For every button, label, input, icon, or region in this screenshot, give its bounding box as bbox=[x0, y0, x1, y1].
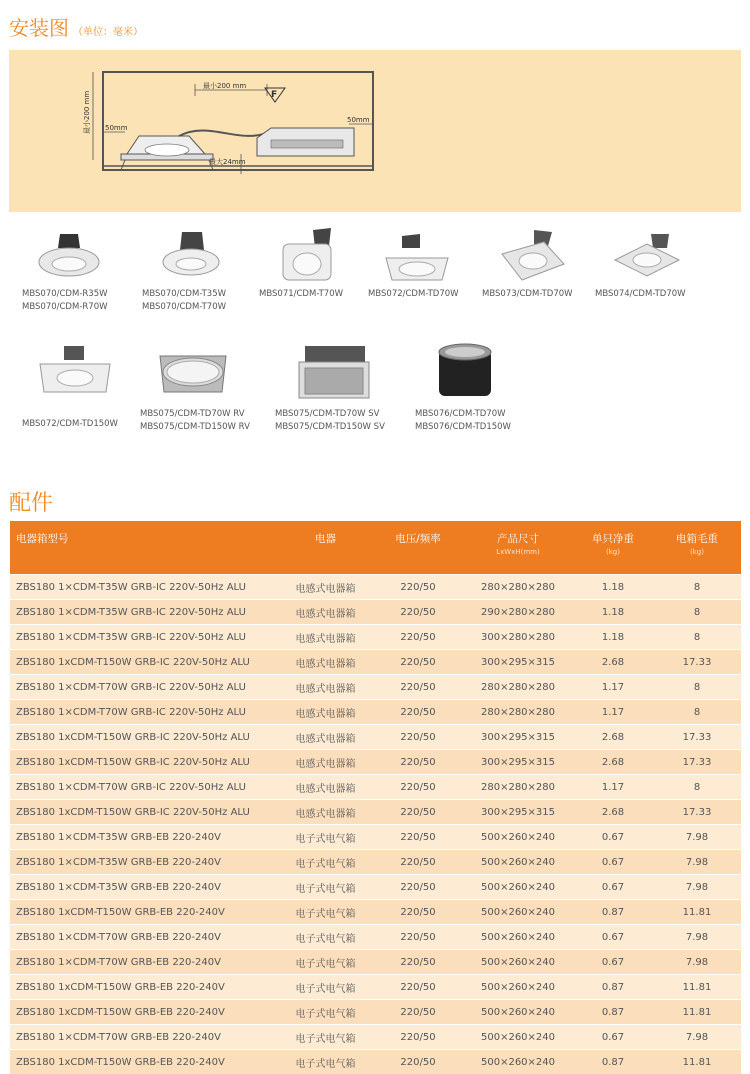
cell-gross-weight: 11.81 bbox=[653, 1000, 741, 1025]
product-caption-1: MBS072/CDM-TD70W bbox=[368, 288, 459, 301]
cell-voltage: 220/50 bbox=[373, 925, 463, 950]
cell-net-weight: 2.68 bbox=[573, 725, 653, 750]
product-image bbox=[30, 224, 108, 288]
cell-voltage: 220/50 bbox=[373, 650, 463, 675]
col-header-size bbox=[463, 521, 573, 575]
cell-gear: 电感式电器箱 bbox=[278, 650, 373, 675]
cell-gear: 电感式电器箱 bbox=[278, 575, 373, 600]
cell-size: 290×280×280 bbox=[463, 600, 573, 625]
col-header-net-unit: (kg) bbox=[574, 548, 652, 556]
cell-model: ZBS180 1×CDM-T35W GRB-IC 220V-50Hz ALU bbox=[10, 575, 278, 600]
downlight-icon bbox=[607, 224, 685, 288]
cell-gross-weight: 17.33 bbox=[653, 650, 741, 675]
product-gallery bbox=[0, 222, 750, 442]
dim-right-50mm: 50mm bbox=[347, 116, 370, 124]
cell-net-weight: 1.17 bbox=[573, 700, 653, 725]
product-caption-2: MBS070/CDM-T70W bbox=[142, 301, 230, 314]
product-item bbox=[368, 224, 459, 301]
installation-diagram bbox=[9, 50, 741, 212]
cell-net-weight: 1.18 bbox=[573, 625, 653, 650]
col-header-gear: 电器 bbox=[278, 521, 373, 575]
cell-model: ZBS180 1xCDM-T150W GRB-IC 220V-50Hz ALU bbox=[10, 800, 278, 825]
downlight-icon bbox=[427, 342, 505, 404]
cell-model: ZBS180 1×CDM-T35W GRB-IC 220V-50Hz ALU bbox=[10, 625, 278, 650]
cell-net-weight: 2.68 bbox=[573, 650, 653, 675]
product-caption-1: MBS071/CDM-T70W bbox=[259, 288, 347, 301]
cell-net-weight: 0.67 bbox=[573, 875, 653, 900]
cell-gross-weight: 8 bbox=[653, 775, 741, 800]
table-body bbox=[10, 575, 741, 1074]
cell-voltage: 220/50 bbox=[373, 600, 463, 625]
cell-gross-weight: 7.98 bbox=[653, 825, 741, 850]
cell-gross-weight: 17.33 bbox=[653, 725, 741, 750]
product-item bbox=[415, 342, 511, 434]
cell-gross-weight: 8 bbox=[653, 575, 741, 600]
cell-voltage: 220/50 bbox=[373, 900, 463, 925]
cell-gross-weight: 11.81 bbox=[653, 975, 741, 1000]
cell-gear: 电子式电气箱 bbox=[278, 925, 373, 950]
cell-model: ZBS180 1×CDM-T35W GRB-EB 220-240V bbox=[10, 825, 278, 850]
col-header-gross-label: 电箱毛重 bbox=[676, 533, 718, 545]
cell-gear: 电感式电器箱 bbox=[278, 700, 373, 725]
downlight-icon bbox=[295, 342, 373, 404]
table-row bbox=[10, 1025, 741, 1050]
cell-voltage: 220/50 bbox=[373, 825, 463, 850]
cell-size: 300×280×280 bbox=[463, 625, 573, 650]
table-row bbox=[10, 875, 741, 900]
cell-gear: 电感式电器箱 bbox=[278, 625, 373, 650]
dim-min200-horizontal: 最小200 mm bbox=[203, 81, 246, 90]
cell-voltage: 220/50 bbox=[373, 800, 463, 825]
product-image bbox=[607, 224, 685, 288]
cell-voltage: 220/50 bbox=[373, 950, 463, 975]
cell-model: ZBS180 1xCDM-T150W GRB-EB 220-240V bbox=[10, 1050, 278, 1074]
cell-gross-weight: 11.81 bbox=[653, 1050, 741, 1074]
table-row bbox=[10, 600, 741, 625]
gear-box bbox=[257, 128, 354, 156]
product-caption-2: MBS076/CDM-TD150W bbox=[415, 421, 511, 434]
product-caption-2: MBS075/CDM-TD150W SV bbox=[275, 421, 385, 434]
cell-voltage: 220/50 bbox=[373, 625, 463, 650]
col-header-size-label: 产品尺寸 bbox=[497, 533, 539, 545]
cell-net-weight: 1.18 bbox=[573, 600, 653, 625]
product-caption-2: MBS070/CDM-R70W bbox=[22, 301, 108, 314]
col-header-size-unit: LxWxH(mm) bbox=[464, 548, 572, 556]
accessories-table bbox=[10, 521, 741, 1074]
product-caption-1: MBS075/CDM-TD70W SV bbox=[275, 408, 385, 421]
product-image bbox=[154, 342, 232, 404]
product-item bbox=[142, 224, 230, 314]
cell-size: 500×260×240 bbox=[463, 875, 573, 900]
product-item bbox=[275, 342, 385, 434]
table-header-row bbox=[10, 521, 741, 575]
cell-size: 300×295×315 bbox=[463, 650, 573, 675]
cell-size: 300×295×315 bbox=[463, 725, 573, 750]
cell-gross-weight: 8 bbox=[653, 600, 741, 625]
cell-net-weight: 0.67 bbox=[573, 1025, 653, 1050]
dim-left-50mm: 50mm bbox=[105, 124, 128, 132]
cell-model: ZBS180 1xCDM-T150W GRB-IC 220V-50Hz ALU bbox=[10, 750, 278, 775]
product-image bbox=[269, 224, 347, 288]
table-row bbox=[10, 925, 741, 950]
cell-voltage: 220/50 bbox=[373, 875, 463, 900]
cell-gear: 电子式电气箱 bbox=[278, 900, 373, 925]
cell-model: ZBS180 1×CDM-T70W GRB-EB 220-240V bbox=[10, 925, 278, 950]
cell-gross-weight: 7.98 bbox=[653, 850, 741, 875]
table-row bbox=[10, 975, 741, 1000]
cell-gear: 电子式电气箱 bbox=[278, 875, 373, 900]
product-image bbox=[152, 224, 230, 288]
cell-net-weight: 0.87 bbox=[573, 900, 653, 925]
cell-net-weight: 1.17 bbox=[573, 775, 653, 800]
cell-gear: 电子式电气箱 bbox=[278, 1050, 373, 1074]
cell-model: ZBS180 1xCDM-T150W GRB-EB 220-240V bbox=[10, 1000, 278, 1025]
cell-gross-weight: 7.98 bbox=[653, 1025, 741, 1050]
product-caption-2: MBS075/CDM-TD150W RV bbox=[140, 421, 250, 434]
install-section-title bbox=[9, 12, 143, 41]
cell-size: 500×260×240 bbox=[463, 850, 573, 875]
cell-gear: 电子式电气箱 bbox=[278, 1000, 373, 1025]
product-caption-1: MBS072/CDM-TD150W bbox=[22, 418, 118, 431]
cell-size: 500×260×240 bbox=[463, 1025, 573, 1050]
cell-size: 280×280×280 bbox=[463, 700, 573, 725]
f-mark-icon bbox=[265, 88, 285, 102]
downlight-icon bbox=[269, 224, 347, 288]
cell-model: ZBS180 1xCDM-T150W GRB-EB 220-240V bbox=[10, 975, 278, 1000]
col-header-voltage: 电压/频率 bbox=[373, 521, 463, 575]
cell-gear: 电子式电气箱 bbox=[278, 950, 373, 975]
cell-size: 280×280×280 bbox=[463, 575, 573, 600]
cell-voltage: 220/50 bbox=[373, 725, 463, 750]
cell-gear: 电子式电气箱 bbox=[278, 850, 373, 875]
product-item bbox=[482, 224, 573, 301]
cell-voltage: 220/50 bbox=[373, 1050, 463, 1074]
cell-gross-weight: 17.33 bbox=[653, 750, 741, 775]
cell-voltage: 220/50 bbox=[373, 575, 463, 600]
product-item bbox=[22, 342, 118, 431]
cell-gross-weight: 8 bbox=[653, 675, 741, 700]
cell-net-weight: 0.87 bbox=[573, 975, 653, 1000]
cell-gross-weight: 11.81 bbox=[653, 900, 741, 925]
product-caption-1: MBS075/CDM-TD70W RV bbox=[140, 408, 250, 421]
col-header-gross-unit: (kg) bbox=[654, 548, 740, 556]
product-image bbox=[494, 224, 572, 288]
cell-model: ZBS180 1×CDM-T70W GRB-IC 220V-50Hz ALU bbox=[10, 700, 278, 725]
dim-min200-vertical: 最小200 mm bbox=[82, 91, 91, 134]
product-caption-1: MBS073/CDM-TD70W bbox=[482, 288, 573, 301]
cell-size: 500×260×240 bbox=[463, 900, 573, 925]
downlight-fixture-left bbox=[121, 136, 213, 170]
cell-gross-weight: 8 bbox=[653, 625, 741, 650]
cell-model: ZBS180 1xCDM-T150W GRB-EB 220-240V bbox=[10, 900, 278, 925]
cell-gross-weight: 17.33 bbox=[653, 800, 741, 825]
product-image bbox=[295, 342, 373, 404]
cell-net-weight: 0.87 bbox=[573, 1000, 653, 1025]
cell-model: ZBS180 1xCDM-T150W GRB-IC 220V-50Hz ALU bbox=[10, 725, 278, 750]
cell-size: 500×260×240 bbox=[463, 1000, 573, 1025]
downlight-icon bbox=[494, 224, 572, 288]
table-row bbox=[10, 650, 741, 675]
cell-net-weight: 1.17 bbox=[573, 675, 653, 700]
table-row bbox=[10, 1050, 741, 1074]
cell-gross-weight: 7.98 bbox=[653, 925, 741, 950]
cell-gross-weight: 8 bbox=[653, 700, 741, 725]
cell-voltage: 220/50 bbox=[373, 1025, 463, 1050]
cell-size: 500×260×240 bbox=[463, 950, 573, 975]
cell-net-weight: 2.68 bbox=[573, 750, 653, 775]
cell-size: 280×280×280 bbox=[463, 675, 573, 700]
installation-diagram-svg bbox=[9, 50, 741, 212]
cell-gear: 电感式电器箱 bbox=[278, 800, 373, 825]
cell-voltage: 220/50 bbox=[373, 750, 463, 775]
cell-net-weight: 2.68 bbox=[573, 800, 653, 825]
cell-size: 500×260×240 bbox=[463, 925, 573, 950]
cell-voltage: 220/50 bbox=[373, 1000, 463, 1025]
product-image bbox=[427, 342, 505, 404]
cell-gear: 电子式电气箱 bbox=[278, 1025, 373, 1050]
cell-net-weight: 0.67 bbox=[573, 925, 653, 950]
table-row bbox=[10, 900, 741, 925]
cell-size: 500×260×240 bbox=[463, 1050, 573, 1074]
downlight-icon bbox=[154, 342, 232, 404]
install-title-text: 安装图 bbox=[9, 16, 69, 40]
cell-size: 280×280×280 bbox=[463, 775, 573, 800]
cell-voltage: 220/50 bbox=[373, 675, 463, 700]
cell-gear: 电感式电器箱 bbox=[278, 600, 373, 625]
table-row bbox=[10, 1000, 741, 1025]
table-row bbox=[10, 775, 741, 800]
dim-max24: 最大24mm bbox=[209, 157, 246, 166]
cell-size: 300×295×315 bbox=[463, 750, 573, 775]
product-image bbox=[378, 224, 456, 288]
cell-model: ZBS180 1×CDM-T35W GRB-IC 220V-50Hz ALU bbox=[10, 600, 278, 625]
cell-model: ZBS180 1×CDM-T35W GRB-EB 220-240V bbox=[10, 875, 278, 900]
accessories-section-title: 配件 bbox=[9, 486, 53, 517]
cell-size: 500×260×240 bbox=[463, 975, 573, 1000]
cell-net-weight: 0.67 bbox=[573, 825, 653, 850]
cell-net-weight: 0.87 bbox=[573, 1050, 653, 1074]
col-header-net-label: 单只净重 bbox=[592, 533, 634, 545]
table-row bbox=[10, 850, 741, 875]
cell-gross-weight: 7.98 bbox=[653, 950, 741, 975]
downlight-icon bbox=[152, 224, 230, 288]
cell-size: 500×260×240 bbox=[463, 825, 573, 850]
cell-gross-weight: 7.98 bbox=[653, 875, 741, 900]
cell-net-weight: 0.67 bbox=[573, 850, 653, 875]
cell-gear: 电子式电气箱 bbox=[278, 825, 373, 850]
cell-model: ZBS180 1×CDM-T70W GRB-IC 220V-50Hz ALU bbox=[10, 675, 278, 700]
product-caption-1: MBS070/CDM-R35W bbox=[22, 288, 108, 301]
cell-voltage: 220/50 bbox=[373, 700, 463, 725]
product-item bbox=[259, 224, 347, 301]
cell-gear: 电子式电气箱 bbox=[278, 975, 373, 1000]
cell-model: ZBS180 1×CDM-T35W GRB-EB 220-240V bbox=[10, 850, 278, 875]
cell-model: ZBS180 1×CDM-T70W GRB-EB 220-240V bbox=[10, 950, 278, 975]
cell-voltage: 220/50 bbox=[373, 775, 463, 800]
table-row bbox=[10, 675, 741, 700]
cell-model: ZBS180 1×CDM-T70W GRB-IC 220V-50Hz ALU bbox=[10, 775, 278, 800]
col-header-net-weight bbox=[573, 521, 653, 575]
cell-model: ZBS180 1xCDM-T150W GRB-IC 220V-50Hz ALU bbox=[10, 650, 278, 675]
cell-voltage: 220/50 bbox=[373, 850, 463, 875]
col-header-model: 电器箱型号 bbox=[10, 521, 278, 575]
cell-gear: 电感式电器箱 bbox=[278, 675, 373, 700]
cable bbox=[179, 130, 269, 136]
product-caption-1: MBS076/CDM-TD70W bbox=[415, 408, 511, 421]
table-row bbox=[10, 950, 741, 975]
product-caption-1: MBS074/CDM-TD70W bbox=[595, 288, 686, 301]
cell-gear: 电感式电器箱 bbox=[278, 725, 373, 750]
product-image bbox=[36, 342, 114, 398]
product-item bbox=[140, 342, 250, 434]
product-item bbox=[22, 224, 108, 314]
cell-gear: 电感式电器箱 bbox=[278, 775, 373, 800]
table-row bbox=[10, 725, 741, 750]
table-row bbox=[10, 825, 741, 850]
cell-gear: 电感式电器箱 bbox=[278, 750, 373, 775]
downlight-icon bbox=[378, 224, 456, 288]
product-caption-1: MBS070/CDM-T35W bbox=[142, 288, 230, 301]
cell-model: ZBS180 1×CDM-T70W GRB-EB 220-240V bbox=[10, 1025, 278, 1050]
downlight-icon bbox=[36, 342, 114, 398]
table-row bbox=[10, 625, 741, 650]
product-item bbox=[595, 224, 686, 301]
install-unit-note: （单位：毫米） bbox=[73, 27, 143, 38]
cell-net-weight: 1.18 bbox=[573, 575, 653, 600]
cell-voltage: 220/50 bbox=[373, 975, 463, 1000]
f-mark-label: F bbox=[271, 90, 277, 100]
table-row bbox=[10, 800, 741, 825]
table-row bbox=[10, 575, 741, 600]
downlight-icon bbox=[30, 224, 108, 288]
table-row bbox=[10, 750, 741, 775]
cell-size: 300×295×315 bbox=[463, 800, 573, 825]
table-row bbox=[10, 700, 741, 725]
col-header-gross-weight bbox=[653, 521, 741, 575]
cell-net-weight: 0.67 bbox=[573, 950, 653, 975]
